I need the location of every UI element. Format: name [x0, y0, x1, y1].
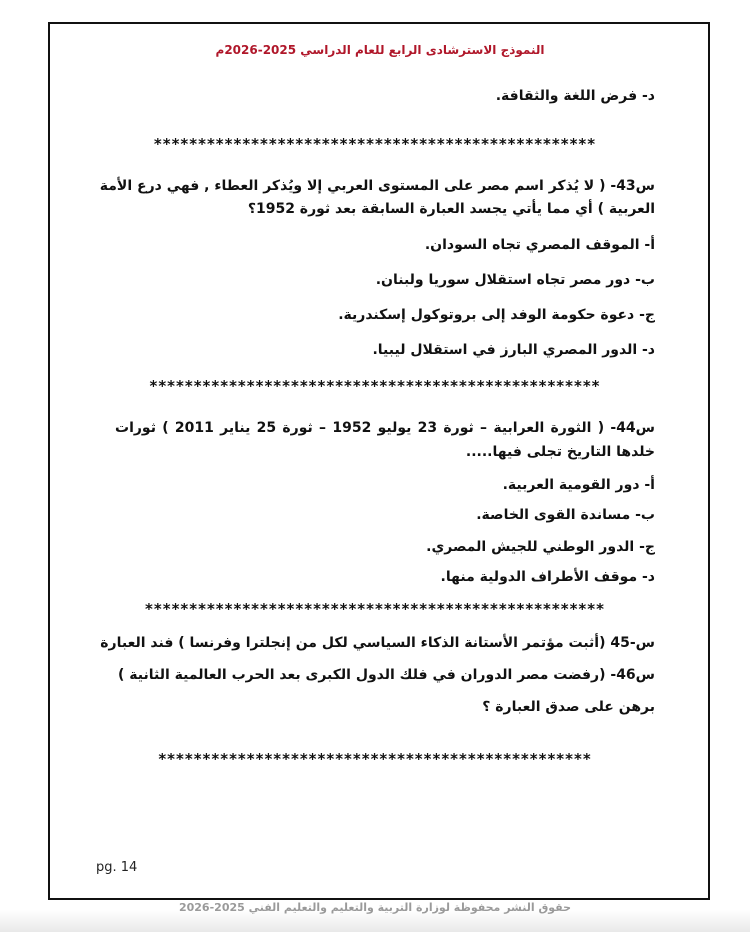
separator-2: *************************************************** [149, 377, 601, 395]
q46-line-1: س46- (رفضت مصر الدوران في فلك الدول الكبرى بعد الحرب العالمية الثانية ) [118, 667, 655, 683]
q43-option-c: ج- دعوة حكومة الوفد إلى بروتوكول إسكندرية. [338, 307, 655, 323]
footer-copyright: حقوق النشر محفوظة لوزارة التربية والتعليم والتعليم الفني 2025-2026 [178, 901, 572, 914]
q44-option-b: ب- مساندة القوى الخاصة. [476, 507, 655, 523]
page-header-title: النموذج الاسترشادى الرابع للعام الدراسي 2025-2026م [215, 43, 545, 57]
q42-option-d: د- فرض اللغة والثقافة. [495, 88, 655, 104]
q44-option-d: د- موقف الأطراف الدولية منها. [440, 569, 655, 585]
q45-text: س-45 (أثبت مؤتمر الأستانة الذكاء السياسي لكل من إنجلترا وفرنسا ) فند العبارة [100, 635, 655, 651]
separator-1: ************************************************** [153, 135, 597, 153]
q44-option-a: أ- دور القومية العربية. [502, 477, 655, 493]
q43-option-a: أ- الموقف المصري تجاه السودان. [424, 237, 655, 253]
separator-3: **************************************************** [145, 600, 605, 618]
q44-option-c: ج- الدور الوطني للجيش المصري. [426, 539, 655, 555]
q43-option-d: د- الدور المصري البارز في استقلال ليبيا. [372, 342, 655, 358]
q43-line-1: س43- ( لا يُذكر اسم مصر على المستوى العربي إلا ويُذكر العطاء , فهي درع الأمة [99, 178, 655, 194]
page-border [48, 22, 710, 900]
q43-option-b: ب- دور مصر تجاه استقلال سوريا ولبنان. [375, 272, 655, 288]
q44-line-2: خلدها التاريخ تجلى فيها..... [465, 444, 655, 460]
q46-line-2: برهن على صدق العبارة ؟ [482, 699, 655, 715]
separator-4: ************************************************* [158, 750, 592, 768]
page-number: pg. 14 [96, 860, 138, 875]
q43-line-2: العربية ) أي مما يأتي يجسد العبارة السابقة بعد ثورة 1952؟ [247, 201, 655, 217]
q44-line-1: س44- ( الثورة العرابية – ثورة 23 يوليو 1952 – ثورة 25 يناير 2011 ) ثورات [115, 420, 655, 436]
